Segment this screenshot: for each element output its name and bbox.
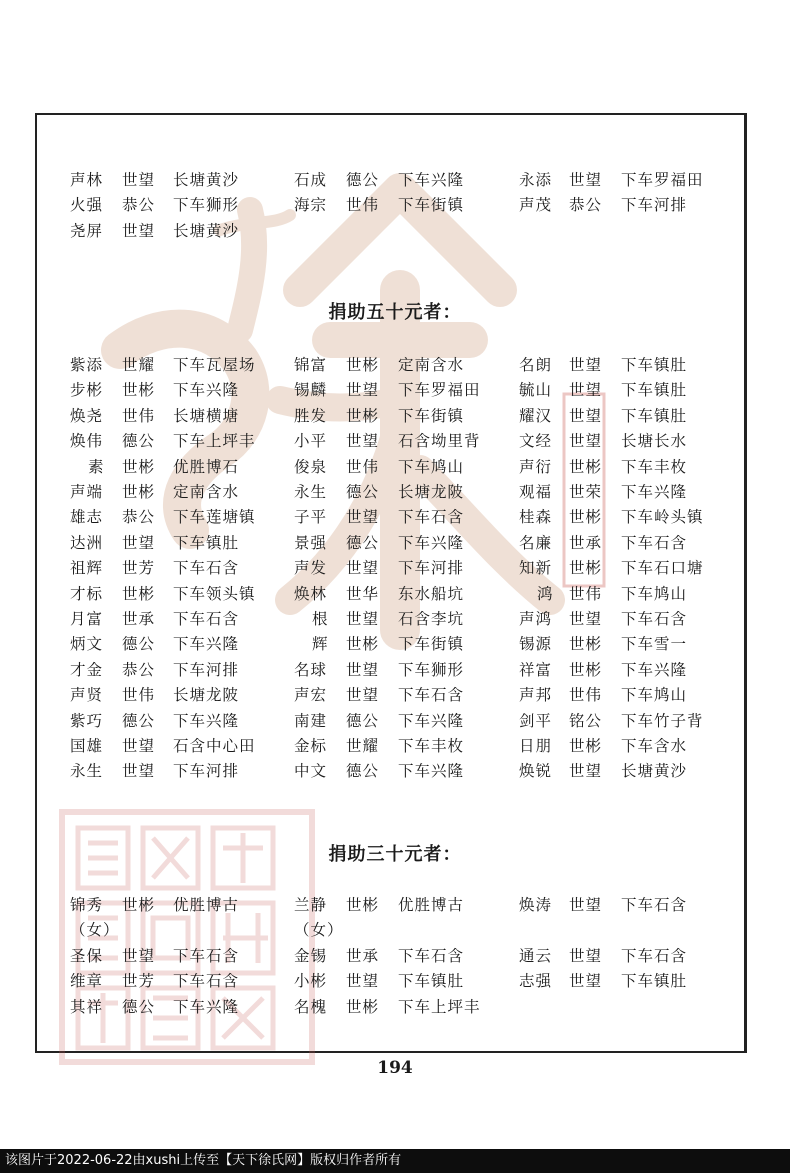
donor-name: 胜发 — [294, 406, 328, 425]
donor-location: 优胜博石 — [173, 457, 240, 476]
donor-location: 下车镇肚 — [621, 381, 688, 400]
donor-name: 名廉 — [519, 533, 553, 552]
donor-name: 知新 — [519, 559, 553, 578]
donor-location: 长塘黄沙 — [173, 221, 240, 240]
donor-location: 下车石含 — [173, 946, 240, 965]
generation-name: 德公 — [122, 711, 156, 730]
generation-name: 德公 — [346, 533, 380, 552]
generation-name: 世彬 — [569, 737, 603, 755]
donor-location: 下车丰枚 — [398, 737, 465, 755]
donor-name: 名朗 — [519, 356, 553, 374]
donor-location: 下车狮形 — [173, 196, 240, 215]
donor-name: 声林 — [70, 171, 104, 189]
donor-name: 桂森 — [519, 508, 553, 527]
donor-name: （女） — [70, 921, 120, 940]
generation-name: 世彬 — [346, 896, 380, 914]
donor-name: 中文 — [294, 762, 328, 781]
donor-location: 下车河排 — [621, 196, 688, 215]
generation-name: 世望 — [569, 356, 603, 374]
generation-name: 德公 — [122, 997, 156, 1016]
donor-name: 焕尧 — [70, 406, 104, 425]
donor-location: 石含坳里背 — [398, 432, 481, 451]
generation-name: 世彬 — [346, 406, 380, 425]
donor-location: 长塘黄沙 — [621, 762, 688, 781]
donor-name: 其祥 — [70, 997, 104, 1016]
generation-name: 世望 — [122, 762, 156, 781]
donor-location: 下车街镇 — [398, 196, 465, 215]
generation-name: 德公 — [122, 635, 156, 654]
donor-name: 金锡 — [294, 946, 328, 965]
donor-name: 声贤 — [70, 686, 104, 705]
generation-name: 世华 — [346, 584, 380, 603]
donor-name: 辉 — [312, 635, 329, 654]
donor-name: 炳文 — [70, 635, 104, 654]
donor-name: 才标 — [70, 584, 104, 603]
donor-name: 永生 — [70, 762, 104, 781]
generation-name: 世伟 — [122, 406, 156, 425]
donor-name: 俊泉 — [294, 457, 328, 476]
donor-location: 优胜博古 — [173, 896, 240, 914]
generation-name: 世彬 — [569, 508, 603, 527]
donor-name: 石成 — [294, 171, 328, 189]
donor-name: 声发 — [294, 559, 328, 578]
generation-name: 世伟 — [569, 584, 603, 603]
donor-location: 下车河排 — [173, 762, 240, 781]
generation-name: 世承 — [122, 610, 156, 628]
donor-location: 下车兴隆 — [621, 483, 688, 501]
donor-location: 下车上坪丰 — [398, 997, 481, 1016]
donor-location: 下车罗福田 — [621, 171, 704, 189]
generation-name: 世彬 — [346, 997, 380, 1016]
donor-location: 下车石口塘 — [621, 559, 704, 578]
donor-location: 下车镇肚 — [398, 972, 465, 991]
generation-name: 世彬 — [122, 584, 156, 603]
generation-name: 世伟 — [346, 196, 380, 215]
donor-name: 祥富 — [519, 660, 553, 679]
donor-name: 兰静 — [294, 896, 328, 914]
donor-name: 毓山 — [519, 381, 553, 400]
donor-location: 下车莲塘镇 — [173, 508, 256, 527]
donor-name: 根 — [312, 610, 329, 628]
generation-name: 铭公 — [569, 711, 603, 730]
generation-name: 世彬 — [122, 457, 156, 476]
donor-name: （女） — [294, 921, 344, 940]
donor-location: 下车河排 — [173, 660, 240, 679]
generation-name: 世望 — [569, 432, 603, 451]
donor-name: 锦秀 — [70, 896, 104, 914]
donor-location: 下车雪一 — [621, 635, 688, 654]
generation-name: 世彬 — [569, 635, 603, 654]
donor-name: 素 — [88, 457, 105, 476]
generation-name: 德公 — [122, 432, 156, 451]
generation-name: 德公 — [346, 171, 380, 189]
donor-location: 下车上坪丰 — [173, 432, 256, 451]
donor-name: 耀汉 — [519, 406, 553, 425]
generation-name: 世芳 — [122, 559, 156, 578]
donor-name: 金标 — [294, 737, 328, 755]
donor-location: 下车领头镇 — [173, 584, 256, 603]
generation-name: 世彬 — [569, 457, 603, 476]
page-number: 194 — [377, 1058, 413, 1078]
donor-location: 下车兴隆 — [398, 762, 465, 781]
donor-name: 焕林 — [294, 584, 328, 603]
generation-name: 德公 — [346, 711, 380, 730]
donor-location: 长塘长水 — [621, 432, 688, 451]
generation-name: 世望 — [122, 221, 156, 240]
donor-location: 下车石含 — [173, 610, 240, 628]
donor-location: 下车瓦屋场 — [173, 356, 256, 374]
donor-location: 下车石含 — [398, 508, 465, 527]
generation-name: 世彬 — [122, 896, 156, 914]
donor-name: 国雄 — [70, 737, 104, 755]
generation-name: 世伟 — [569, 686, 603, 705]
donor-name: 雄志 — [70, 508, 104, 527]
generation-name: 世承 — [569, 533, 603, 552]
donor-name: 尧屏 — [70, 221, 104, 240]
donor-location: 下车兴隆 — [173, 635, 240, 654]
generation-name: 世望 — [122, 737, 156, 755]
donor-location: 下车镇肚 — [621, 356, 688, 374]
generation-name: 世望 — [569, 171, 603, 189]
generation-name: 恭公 — [122, 660, 156, 679]
donor-location: 长塘横塘 — [173, 406, 240, 425]
generation-name: 世彬 — [569, 660, 603, 679]
donor-name: 子平 — [294, 508, 328, 527]
generation-name: 德公 — [346, 483, 380, 501]
generation-name: 世彬 — [122, 483, 156, 501]
donor-name: 火强 — [70, 196, 104, 215]
generation-name: 世望 — [569, 406, 603, 425]
generation-name: 世望 — [346, 972, 380, 991]
donor-name: 达洲 — [70, 533, 104, 552]
generation-name: 世望 — [346, 508, 380, 527]
donor-name: 名槐 — [294, 997, 328, 1016]
donor-name: 声邦 — [519, 686, 553, 705]
donor-location: 下车丰枚 — [621, 457, 688, 476]
donor-location: 定南含水 — [173, 483, 240, 501]
generation-name: 世望 — [122, 171, 156, 189]
donor-location: 下车石含 — [621, 946, 688, 965]
donor-location: 下车鸠山 — [621, 686, 688, 705]
donor-location: 下车石含 — [398, 686, 465, 705]
donor-location: 下车含水 — [621, 737, 688, 755]
donor-name: 文经 — [519, 432, 553, 451]
donor-name: 才金 — [70, 660, 104, 679]
donor-name: 声茂 — [519, 196, 553, 215]
generation-name: 世承 — [346, 946, 380, 965]
donor-name: 圣保 — [70, 946, 104, 965]
donor-name: 步彬 — [70, 381, 104, 400]
donor-name: 焕锐 — [519, 762, 553, 781]
donor-location: 下车狮形 — [398, 660, 465, 679]
generation-name: 世望 — [569, 972, 603, 991]
generation-name: 世荣 — [569, 483, 603, 501]
donor-name: 祖辉 — [70, 559, 104, 578]
donor-location: 下车兴隆 — [398, 171, 465, 189]
donor-location: 下车河排 — [398, 559, 465, 578]
donor-name: 声端 — [70, 483, 104, 501]
donor-name: 维章 — [70, 972, 104, 991]
generation-name: 世望 — [346, 381, 380, 400]
donor-name: 月富 — [70, 610, 104, 628]
generation-name: 恭公 — [122, 196, 156, 215]
generation-name: 世彬 — [569, 559, 603, 578]
donor-name: 焕涛 — [519, 896, 553, 914]
donor-location: 下车街镇 — [398, 406, 465, 425]
donor-name: 通云 — [519, 946, 553, 965]
donor-location: 下车兴隆 — [398, 533, 465, 552]
generation-name: 世望 — [569, 762, 603, 781]
donor-location: 下车石含 — [173, 972, 240, 991]
donor-location: 下车兴隆 — [621, 660, 688, 679]
section-title: 捐助五十元者： — [328, 302, 462, 323]
generation-name: 世彬 — [122, 381, 156, 400]
donor-name: 永生 — [294, 483, 328, 501]
donor-location: 下车街镇 — [398, 635, 465, 654]
donor-location: 下车石含 — [398, 946, 465, 965]
donor-location: 下车鸠山 — [398, 457, 465, 476]
donor-location: 下车岭头镇 — [621, 508, 704, 527]
donor-location: 下车镇肚 — [621, 406, 688, 425]
generation-name: 世望 — [122, 946, 156, 965]
donor-name: 景强 — [294, 533, 328, 552]
donor-location: 下车石含 — [621, 896, 688, 914]
upload-credit-footer: 该图片于2022-06-22由xushi上传至【天下徐氏网】版权归作者所有 — [0, 1149, 790, 1173]
donor-location: 下车石含 — [621, 610, 688, 628]
donor-name: 永添 — [519, 171, 553, 189]
generation-name: 世耀 — [122, 356, 156, 374]
generation-name: 世望 — [346, 610, 380, 628]
generation-name: 世望 — [346, 559, 380, 578]
donor-location: 下车镇肚 — [621, 972, 688, 991]
donor-name: 锡源 — [519, 635, 553, 654]
donor-name: 锦富 — [294, 356, 328, 374]
generation-name: 恭公 — [122, 508, 156, 527]
generation-name: 世望 — [346, 660, 380, 679]
donor-name: 声宏 — [294, 686, 328, 705]
donor-name: 日朋 — [519, 737, 553, 755]
donor-location: 下车兴隆 — [173, 711, 240, 730]
donor-name: 志强 — [519, 972, 553, 991]
generation-name: 世望 — [569, 946, 603, 965]
generation-name: 世望 — [346, 432, 380, 451]
donor-name: 焕伟 — [70, 432, 104, 451]
donor-location: 石含李坑 — [398, 610, 465, 628]
donor-name: 海宗 — [294, 196, 328, 215]
donor-location: 优胜博古 — [398, 896, 465, 914]
donor-location: 长塘龙陂 — [173, 686, 240, 705]
donor-name: 南建 — [294, 711, 328, 730]
donor-name: 鸿 — [537, 584, 554, 603]
donor-location: 下车兴隆 — [398, 711, 465, 730]
section-title: 捐助三十元者： — [328, 844, 462, 865]
donor-location: 下车镇肚 — [173, 533, 240, 552]
donor-name: 紫添 — [70, 356, 104, 374]
donor-name: 小平 — [294, 432, 328, 451]
donor-name: 小彬 — [294, 972, 328, 991]
donor-name: 声衍 — [519, 457, 553, 476]
generation-name: 世望 — [122, 533, 156, 552]
generation-name: 世望 — [569, 610, 603, 628]
donor-location: 下车石含 — [173, 559, 240, 578]
generation-name: 世彬 — [346, 635, 380, 654]
donor-name: 锡麟 — [294, 381, 328, 400]
donor-name: 观福 — [519, 483, 553, 501]
donor-name: 剑平 — [519, 711, 553, 730]
donor-location: 下车兴隆 — [173, 997, 240, 1016]
donor-location: 下车兴隆 — [173, 381, 240, 400]
generation-name: 世耀 — [346, 737, 380, 755]
generation-name: 恭公 — [569, 196, 603, 215]
donor-name: 名球 — [294, 660, 328, 679]
donor-location: 下车竹子背 — [621, 711, 704, 730]
generation-name: 世彬 — [346, 356, 380, 374]
donor-location: 定南含水 — [398, 356, 465, 374]
generation-name: 德公 — [346, 762, 380, 781]
donor-location: 长塘黄沙 — [173, 171, 240, 189]
donor-name: 声鸿 — [519, 610, 553, 628]
generation-name: 世望 — [346, 686, 380, 705]
donor-location: 下车鸠山 — [621, 584, 688, 603]
generation-name: 世伟 — [122, 686, 156, 705]
donor-location: 下车石含 — [621, 533, 688, 552]
donor-name: 紫巧 — [70, 711, 104, 730]
generation-name: 世伟 — [346, 457, 380, 476]
donor-location: 石含中心田 — [173, 737, 256, 755]
generation-name: 世芳 — [122, 972, 156, 991]
generation-name: 世望 — [569, 381, 603, 400]
donor-location: 下车罗福田 — [398, 381, 481, 400]
donor-location: 东水船坑 — [398, 584, 465, 603]
donor-location: 长塘龙陂 — [398, 483, 465, 501]
generation-name: 世望 — [569, 896, 603, 914]
